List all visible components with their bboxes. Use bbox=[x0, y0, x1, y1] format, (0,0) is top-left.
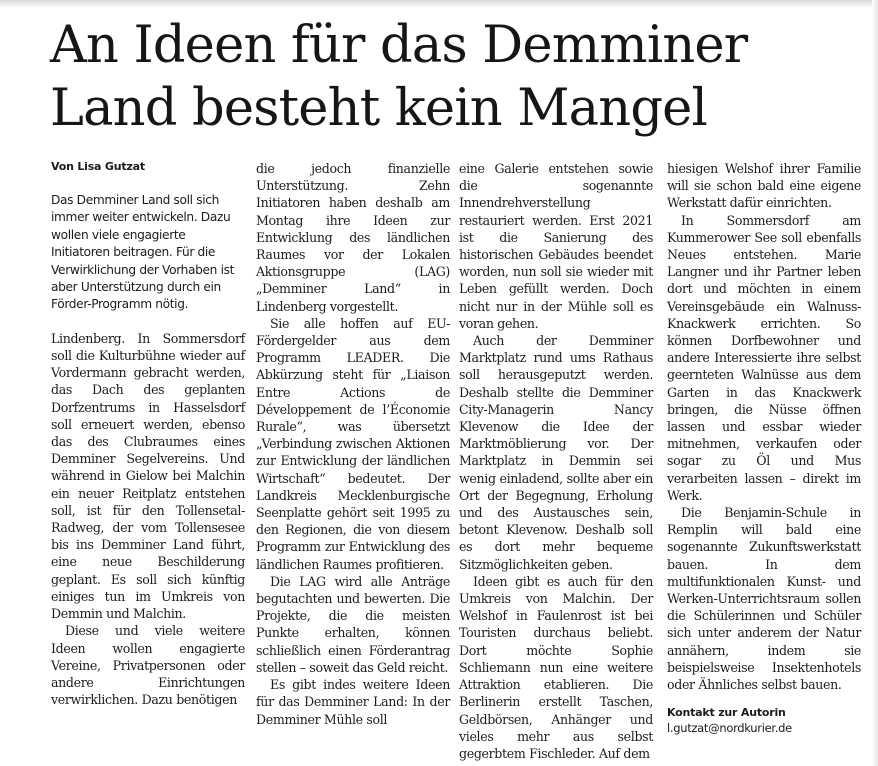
body-paragraph: Die LAG wird alle Anträge begutachten und bewerten. Die Projekte, die die meisten Punkte erhalten, können schließlich einen Förderantrag stellen – soweit das Geld reicht. bbox=[256, 573, 450, 675]
author-email: l.gutzat@nordkurier.de bbox=[667, 721, 792, 736]
article-column-3 bbox=[459, 160, 653, 762]
body-paragraph: In Sommersdorf am Kummerower See soll ebenfalls Neues entstehen. Marie Langner und ihr Partner leben dort und möchten in einem Vereinsgebäude ein Walnuss-Knackwerk errichten. So können Dorfbewohner und andere Interessierte ihre selbst geernteten Walnüsse aus dem Garten in das Knackwerk bringen, die Nüsse öffnen lassen und essbar wieder mitnehmen, verkaufen oder sogar zu Öl und Mus verarbeiten lassen – direkt im Werk. bbox=[667, 212, 861, 503]
body-paragraph: hiesigen Welshof ihrer Familie will sie schon bald eine eigene Werkstatt dafür einrichten. bbox=[667, 161, 861, 211]
author-contact-label: Kontakt zur Autorin bbox=[667, 706, 786, 720]
body-paragraph: die jedoch finanzielle Unterstützung. Zehn Initiatoren haben deshalb am Montag ihre Ideen zur Entwicklung des ländlichen Raumes vor der Lokalen Aktionsgruppe (LAG) „Demminer Land“ in Lindenberg vorgestellt. bbox=[256, 161, 450, 314]
article-column-4 bbox=[667, 160, 861, 736]
headline-line-2: Land besteht kein Mangel bbox=[50, 79, 708, 138]
body-paragraph: Es gibt indes weitere Ideen für das Demminer Land: In der Demminer Mühle soll bbox=[256, 677, 450, 727]
headline bbox=[50, 14, 870, 140]
page-top-edge bbox=[0, 0, 878, 8]
article-column-2 bbox=[256, 160, 450, 728]
page-right-edge bbox=[872, 0, 878, 766]
body-paragraph: Sie alle hoffen auf EU-Fördergelder aus dem Programm LEADER. Die Abkürzung steht für „Liaison Entre Actions de Développement de l’Économie Rurale“, was übersetzt „Verbindung zwischen Aktionen zur Entwicklung der ländlichen Wirtschaft“ bedeutet. Der Landkreis Mecklenburgische Seenplatte gehört seit 1995 zu den Regionen, die von diesem Programm zur Entwicklung des ländlichen Raumes profitieren. bbox=[256, 315, 450, 572]
body-paragraph: Die Benjamin-Schule in Remplin will bald eine sogenannte Zukunftswerkstatt bauen. In dem multifunktionalen Kunst- und Werken-Unterrichtsraum sollen die Schülerinnen und Schüler sich unter anderem der Natur annähern, indem sie beispielsweise Insektenhotels oder Ähnliches selbst bauen. bbox=[667, 505, 861, 693]
article-column-1 bbox=[51, 158, 245, 708]
body-paragraph: Ideen gibt es auch für den Umkreis von Malchin. Der Welshof in Faulenrost ist bei Touristen durchaus beliebt. Dort möchte Sophie Schliemann nun eine weitere Attraktion etablieren. Die Berlinerin erstellt Taschen, Geldbörsen, Anhänger und vieles mehr aus selbst gegerbtem Fischleder. Auf dem bbox=[459, 573, 653, 761]
body-paragraph: eine Galerie entstehen sowie die sogenannte Innendrehverstellung restauriert werden. Erst 2021 ist die Sanierung des historischen Gebäudes beendet worden, nun soll sie wieder mit Leben gefüllt werden. Doch nicht nur in der Mühle soll es voran gehen. bbox=[459, 161, 653, 331]
article-teaser: Das Demminer Land soll sich immer weiter entwickeln. Dazu wollen viele engagierte Initiatoren beitragen. Für die Verwirklichung der Vorhaben ist aber Unterstützung durch ein Förder-Programm nötig. bbox=[51, 193, 235, 312]
author-byline: Von Lisa Gutzat bbox=[51, 160, 145, 173]
body-paragraph: Lindenberg. In Sommersdorf soll die Kulturbühne wieder auf Vordermann gebracht werden, das Dach des geplanten Dorfzentrums in Hasselsdorf soll erneuert werden, ebenso das des Clubraumes eines Demminer Segelvereins. Und während in Gielow bei Malchin ein neuer Reitplatz entstehen soll, ist für den Tollensetal-Radweg, der vom Tollensesee bis ins Demminer Land führt, eine neue Beschilderung geplant. Es soll sich künftig einiges tun im Umkreis von Demmin und Malchin. bbox=[51, 330, 245, 622]
headline-line-1: An Ideen für das Demminer bbox=[50, 16, 748, 75]
body-paragraph: Auch der Demminer Marktplatz rund ums Rathaus soll herausgeputzt werden. Deshalb stellte die Demminer City-Managerin Nancy Klevenow die Idee der Marktmöblierung vor. Der Marktplatz in Demmin sei wenig einladend, sollte aber ein Ort der Begegnung, Erholung und des Austausches sein, betont Klevenow. Deshalb soll es dort mehr bequeme Sitzmöglichkeiten geben. bbox=[459, 333, 653, 572]
body-paragraph: Diese und viele weitere Ideen wollen engagierte Vereine, Privatpersonen oder andere Einrichtungen verwirklichen. Dazu benötigen bbox=[51, 623, 245, 708]
